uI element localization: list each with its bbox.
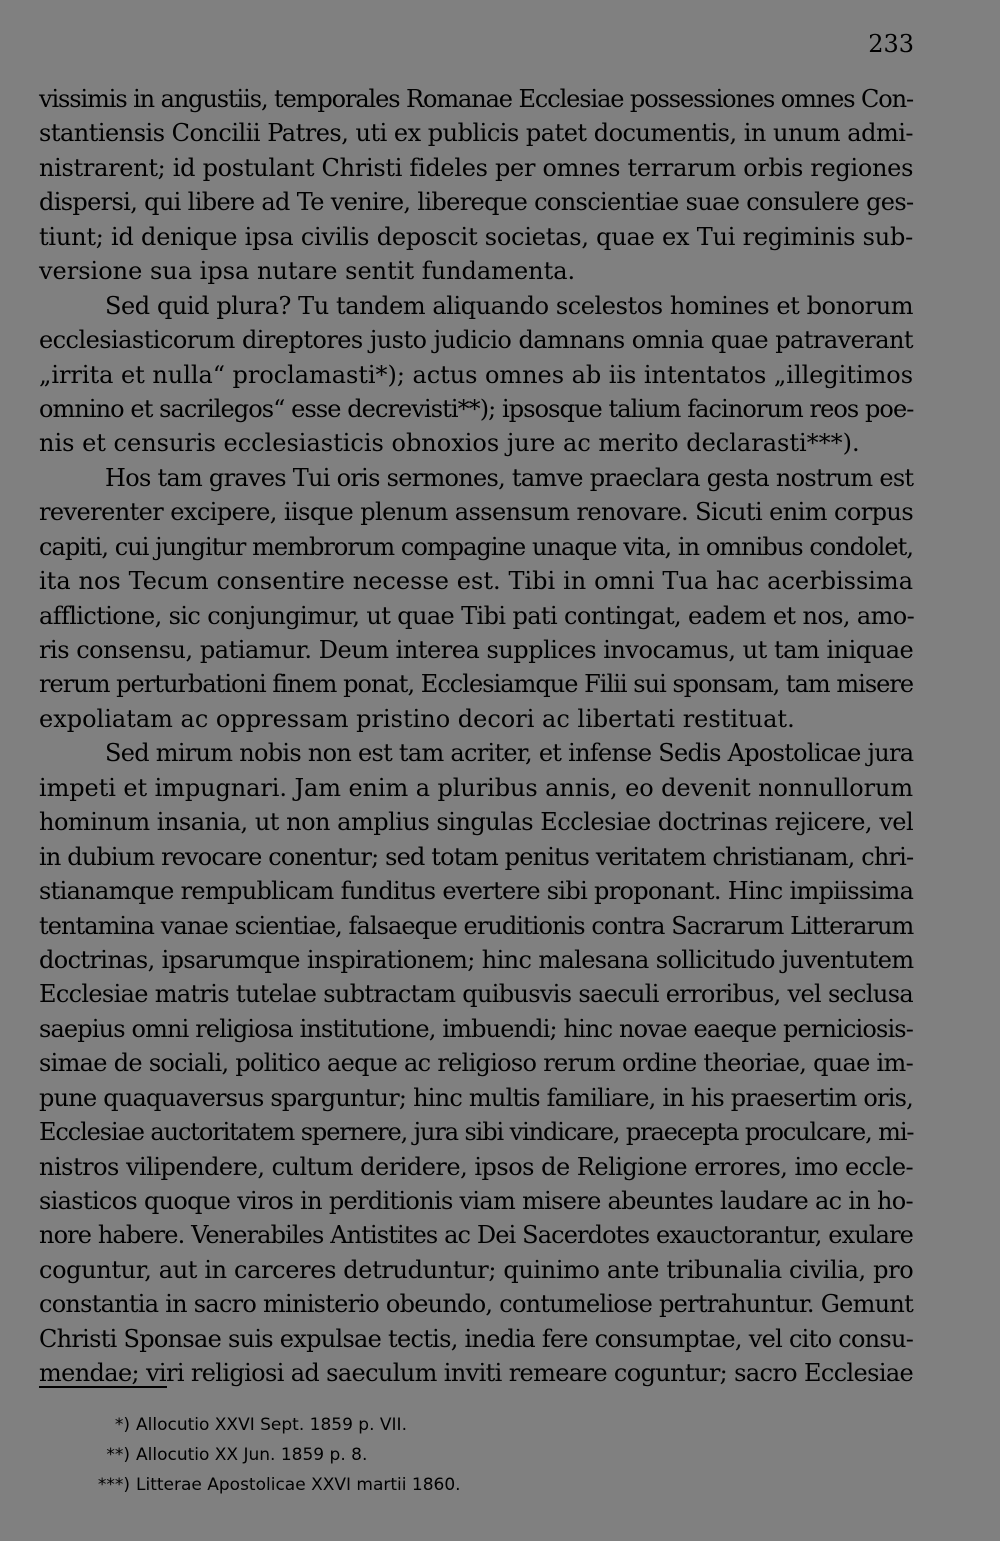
footnote-mark: ***) [97, 1475, 130, 1495]
text-line: pune quaquaversus sparguntur; hinc multis familiare, in his praesertim oris, [39, 1083, 913, 1112]
text-line: rerum perturbationi finem ponat, Ecclesiamque Filii sui sponsam, tam misere [39, 670, 914, 699]
text-line: doctrinas, ipsarumque inspirationem; hinc malesana sollicitudo juventutem [39, 945, 914, 974]
text-line: nis et censuris ecclesiasticis obnoxios jure ac merito declarasti***). [39, 429, 860, 458]
text-line: tentamina vanae scientiae, falsaeque eruditionis contra Sacrarum Litterarum [39, 911, 914, 940]
text-line: nore habere. Venerabiles Antistites ac Dei Sacerdotes exauctorantur, exulare [39, 1221, 913, 1250]
text-line: coguntur, aut in carceres detruduntur; quinimo ante tribunalia civilia, pro [39, 1255, 914, 1284]
text-line: omnino et sacrilegos“ esse decrevisti**); ipsosque talium facinorum reos poe- [39, 394, 914, 423]
text-line: Ecclesiae matris tutelae subtractam quibusvis saeculi erroribus, vel seclusa [39, 980, 913, 1009]
text-line: saepius omni religiosa institutione, imbuendi; hinc novae eaeque perniciosis- [39, 1014, 914, 1043]
footnote [78, 1410, 678, 1440]
text-line: constantia in sacro ministerio obeundo, contumeliose pertrahuntur. Gemunt [39, 1290, 913, 1319]
page-number: 233 [868, 30, 914, 58]
text-line: vissimis in angustiis, temporales Romanae Ecclesiae possessiones omnes Con- [39, 85, 913, 113]
text-line: ris consensu, patiamur. Deum interea supplices invocamus, ut tam iniquae [39, 636, 914, 664]
body-text [39, 82, 913, 1391]
text-line: simae de sociali, politico aeque ac religioso rerum ordine theoriae, quae im- [39, 1049, 913, 1078]
footnote-mark: **) [106, 1445, 130, 1465]
text-line: mendae; viri religiosi ad saeculum inviti remeare coguntur; sacro Ecclesiae [39, 1359, 914, 1388]
footnote [78, 1440, 678, 1470]
footnote-separator [39, 1386, 167, 1388]
footnote-text: Allocutio XX Jun. 1859 p. 8. [136, 1445, 368, 1465]
text-line: impeti et impugnari. Jam enim a pluribus annis, eo devenit nonnullorum [39, 773, 913, 802]
text-line: expoliatam ac oppressam pristino decori ac libertati restituat. [39, 704, 795, 733]
text-line: hominum insania, ut non amplius singulas Ecclesiae doctrinas rejicere, vel [39, 808, 914, 837]
footnote-mark: *) [114, 1415, 130, 1435]
text-line: ecclesiasticorum direptores justo judicio damnans omnia quae patraverant [39, 326, 913, 355]
text-line: nistros vilipendere, cultum deridere, ipsos de Religione errores, imo eccle- [39, 1152, 914, 1181]
footnote-text: Allocutio XXVI Sept. 1859 p. VII. [136, 1415, 407, 1435]
text-line: stianamque rempublicam funditus evertere sibi proponant. Hinc impiissima [39, 877, 914, 906]
text-line: „irrita et nulla“ proclamasti*); actus omnes ab iis intentatos „illegitimos [39, 360, 913, 389]
text-line: afflictione, sic conjungimur, ut quae Tibi pati contingat, eadem et nos, amo- [39, 601, 915, 630]
text-line: Christi Sponsae suis expulsae tectis, inedia fere consumptae, vel cito consu- [39, 1324, 914, 1353]
text-line: Hos tam graves Tui oris sermones, tamve praeclara gesta nostrum est [105, 463, 914, 492]
text-line: dispersi, qui libere ad Te venire, libereque conscientiae suae consulere ges- [39, 188, 914, 217]
text-line: ita nos Tecum consentire necesse est. Tibi in omni Tua hac acerbissima [39, 567, 913, 596]
text-line: in dubium revocare conentur; sed totam penitus veritatem christianam, chri- [39, 842, 914, 871]
footnotes [78, 1410, 678, 1500]
text-line: Sed quid plura? Tu tandem aliquando scelestos homines et bonorum [105, 291, 914, 320]
text-line: tiunt; id denique ipsa civilis deposcit societas, quae ex Tui regiminis sub- [39, 222, 913, 251]
footnote [78, 1470, 678, 1500]
text-line: capiti, cui jungitur membrorum compagine unaque vita, in omnibus condolet, [39, 532, 913, 561]
text-line: Ecclesiae auctoritatem spernere, jura sibi vindicare, praecepta proculcare, mi- [39, 1118, 914, 1147]
text-line: nistrarent; id postulant Christi fideles per omnes terrarum orbis regiones [39, 153, 914, 182]
text-line: versione sua ipsa nutare sentit fundamenta. [39, 257, 576, 286]
footnote-text: Litterae Apostolicae XXVI martii 1860. [136, 1475, 461, 1495]
text-line: reverenter excipere, iisque plenum assensum renovare. Sicuti enim corpus [39, 498, 914, 527]
text-line: siasticos quoque viros in perditionis viam misere abeuntes laudare ac in ho- [39, 1187, 913, 1215]
text-line: stantiensis Concilii Patres, uti ex publicis patet documentis, in unum admi- [39, 119, 913, 148]
text-line: Sed mirum nobis non est tam acriter, et infense Sedis Apostolicae jura [105, 739, 914, 768]
